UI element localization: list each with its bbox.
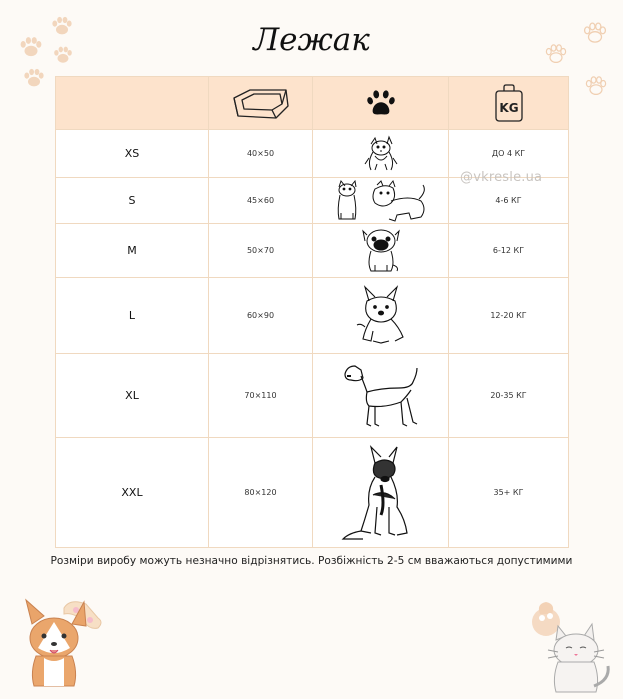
table-header-row bbox=[56, 77, 569, 130]
header-bed-cell bbox=[209, 77, 313, 130]
table-row bbox=[56, 354, 569, 438]
header-weight-cell bbox=[449, 77, 569, 130]
dog-illustration-cell bbox=[313, 278, 449, 354]
dimensions-value: 70×110 bbox=[209, 354, 313, 438]
size-label: S bbox=[56, 178, 209, 224]
dimensions-value: 50×70 bbox=[209, 224, 313, 278]
yorkshire-terrier-icon bbox=[361, 134, 401, 174]
weight-kg-icon bbox=[491, 83, 527, 123]
dog-illustration-cell bbox=[313, 224, 449, 278]
size-label: XXL bbox=[56, 438, 209, 548]
cartoon-cat-icon bbox=[526, 600, 614, 694]
disclaimer-note: Розміри виробу можуть незначно відрізнятись. Розбіжність 2-5 см вважаються допустимими bbox=[50, 555, 573, 567]
dimensions-value: 40×50 bbox=[209, 130, 313, 178]
cat-and-pomeranian-icon bbox=[331, 179, 431, 223]
dimensions-value: 45×60 bbox=[209, 178, 313, 224]
paw-decoration-icon bbox=[584, 74, 608, 98]
weight-value: 35+ КГ bbox=[449, 438, 569, 548]
weight-value: 6-12 КГ bbox=[449, 224, 569, 278]
page-title: Лежак bbox=[253, 22, 370, 58]
weight-value: 20-35 КГ bbox=[449, 354, 569, 438]
pug-icon bbox=[359, 227, 403, 275]
watermark: @vkresle.ua bbox=[460, 170, 543, 185]
header-size-cell bbox=[56, 77, 209, 130]
german-shepherd-icon bbox=[341, 445, 421, 541]
dimensions-value: 80×120 bbox=[209, 438, 313, 548]
bed-icon bbox=[230, 84, 292, 122]
weight-value: 4-6 КГ bbox=[449, 178, 569, 224]
table-row bbox=[56, 438, 569, 548]
size-table bbox=[55, 76, 569, 548]
weight-value: ДО 4 КГ bbox=[449, 130, 569, 178]
size-label: M bbox=[56, 224, 209, 278]
size-label: XL bbox=[56, 354, 209, 438]
dog-illustration-cell bbox=[313, 130, 449, 178]
kg-label: KG bbox=[498, 101, 519, 115]
size-label: XS bbox=[56, 130, 209, 178]
header-paw-cell bbox=[313, 77, 449, 130]
table-row bbox=[56, 224, 569, 278]
dog-illustration-cell bbox=[313, 438, 449, 548]
boxer-icon bbox=[341, 362, 421, 430]
size-label: L bbox=[56, 278, 209, 354]
table-row bbox=[56, 278, 569, 354]
dimensions-value: 60×90 bbox=[209, 278, 313, 354]
cartoon-corgi-icon bbox=[14, 592, 114, 692]
paw-icon bbox=[364, 87, 398, 119]
dog-illustration-cell bbox=[313, 178, 449, 224]
corgi-icon bbox=[353, 285, 409, 347]
dog-illustration-cell bbox=[313, 354, 449, 438]
paw-decoration-icon bbox=[22, 66, 46, 90]
weight-value: 12-20 КГ bbox=[449, 278, 569, 354]
